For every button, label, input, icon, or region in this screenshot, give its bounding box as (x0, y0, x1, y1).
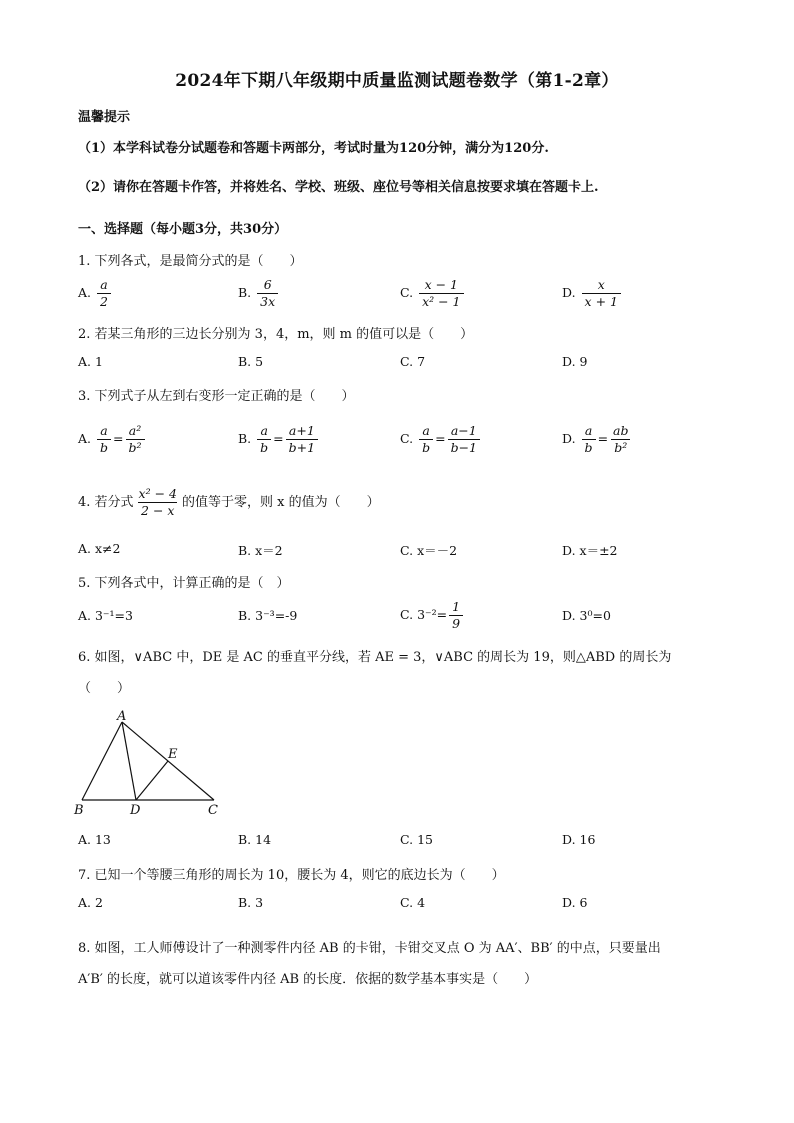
q1-option-b: B. $\frac{6}{3x}$ (238, 277, 280, 310)
label-b: B (74, 803, 84, 818)
label-e: E (168, 747, 178, 762)
q1-option-a: A. $\frac{a}{2}$ (78, 277, 113, 310)
question-1-stem: 1. 下列各式，是最简分式的是（ ） (78, 254, 303, 269)
label-c: C (208, 803, 218, 818)
segment-de (136, 761, 168, 800)
question-4-stem: 4. 若分式 $\frac{\text{x² − 4}}{2 - x}$ 的值等于零，则 x 的值为（ ） (78, 486, 380, 518)
question-6-stem-line-1: 6. 如图，∨ABC 中，DE 是 AC 的垂直平分线，若 AE = 3，∨ABC 的周长为 19，则△ABD 的周长为 (78, 650, 672, 665)
q4-option-b: B. x＝2 (238, 543, 283, 558)
q4-option-a: A. x≠2 (78, 541, 121, 556)
q5-option-a: A. 3⁻¹=3 (78, 608, 133, 623)
question-3-stem: 3. 下列式子从左到右变形一定正确的是（ ） (78, 389, 355, 404)
q7-option-b: B. 3 (238, 895, 264, 910)
q2-option-d: D. 9 (562, 354, 588, 369)
q7-option-c: C. 4 (400, 895, 426, 910)
q3-option-b: B. $\frac{a}{b}$ = $\frac{a+1}{b+1}$ (238, 423, 320, 456)
question-8-stem-line-2: A′B′ 的长度，就可以道该零件内径 AB 的长度．依据的数学基本事实是（ ） (78, 972, 538, 987)
q1-d-fraction: $\frac{x}{x + 1}$ (582, 277, 621, 310)
q6-option-a: A. 13 (78, 832, 111, 847)
question-2-stem: 2. 若某三角形的三边长分别为 3，4，m，则 m 的值可以是（ ） (78, 327, 474, 342)
segment-ad (122, 722, 136, 800)
q4-fraction: $\frac{\text{x² − 4}}{2 - x}$ (138, 486, 177, 518)
q4-option-c: C. x＝－2 (400, 543, 458, 558)
q6-option-d: D. 16 (562, 832, 596, 847)
label-a: A (117, 709, 127, 724)
question-6-stem-line-2: （ ） (78, 681, 131, 696)
question-8-stem-line-1: 8. 如图，工人师傅设计了一种测零件内径 AB 的卡钳，卡钳交叉点 O 为 AA′、BB′ 的中点，只要量出 (78, 941, 661, 956)
q5-option-c: C. 3⁻²= $\frac{1}{9}$ (400, 599, 465, 632)
q6-option-c: C. 15 (400, 832, 433, 847)
section-heading-choice: 一、选择题（每小题3分，共30分） (78, 222, 288, 237)
q1-b-fraction: $\frac{6}{3x}$ (257, 277, 278, 310)
question-5-stem: 5. 下列各式中，计算正确的是（ ） (78, 576, 290, 591)
tips-heading: 温馨提示 (78, 110, 131, 125)
q5-option-b: B. 3⁻³=-9 (238, 608, 298, 623)
q3-option-c: C. $\frac{a}{b}$ = $\frac{a-1}{b-1}$ (400, 423, 482, 456)
segment-ab (82, 722, 122, 800)
q7-option-a: A. 2 (78, 895, 103, 910)
q1-a-fraction: $\frac{a}{2}$ (97, 277, 111, 310)
q7-option-d: D. 6 (562, 895, 588, 910)
q3-option-a: A. $\frac{a}{b}$ = $\frac{\text{a²}}{\text{b²}}$ (78, 423, 147, 456)
q1-option-c: C. $\frac{x - 1}{\text{x² − 1}}$ (400, 277, 466, 310)
q2-option-c: C. 7 (400, 354, 426, 369)
label-d: D (130, 803, 141, 818)
question-7-stem: 7. 已知一个等腰三角形的周长为 10，腰长为 4，则它的底边长为（ ） (78, 868, 505, 883)
q2-option-a: A. 1 (78, 354, 103, 369)
q3-option-d: D. $\frac{a}{b}$ = $\frac{ab}{\text{b²}}$ (562, 423, 629, 455)
tips-item-2: （2）请你在答题卡作答，并将姓名、学校、班级、座位号等相关信息按要求填在答题卡上. (78, 180, 599, 195)
q5-option-d: D. 3⁰=0 (562, 608, 611, 623)
q6-triangle-figure (70, 704, 230, 822)
q6-option-b: B. 14 (238, 832, 272, 847)
q4-option-d: D. x＝±2 (562, 543, 618, 558)
tips-item-1: （1）本学科试卷分试题卷和答题卡两部分，考试时量为120分钟，满分为120分. (78, 141, 549, 156)
q2-option-b: B. 5 (238, 354, 264, 369)
q1-option-d: D. $\frac{x}{x + 1}$ (562, 277, 623, 310)
page-title: 2024年下期八年级期中质量监测试题卷数学（第1-2章） (175, 71, 619, 91)
q1-c-fraction: $\frac{x - 1}{\text{x² − 1}}$ (419, 277, 463, 310)
